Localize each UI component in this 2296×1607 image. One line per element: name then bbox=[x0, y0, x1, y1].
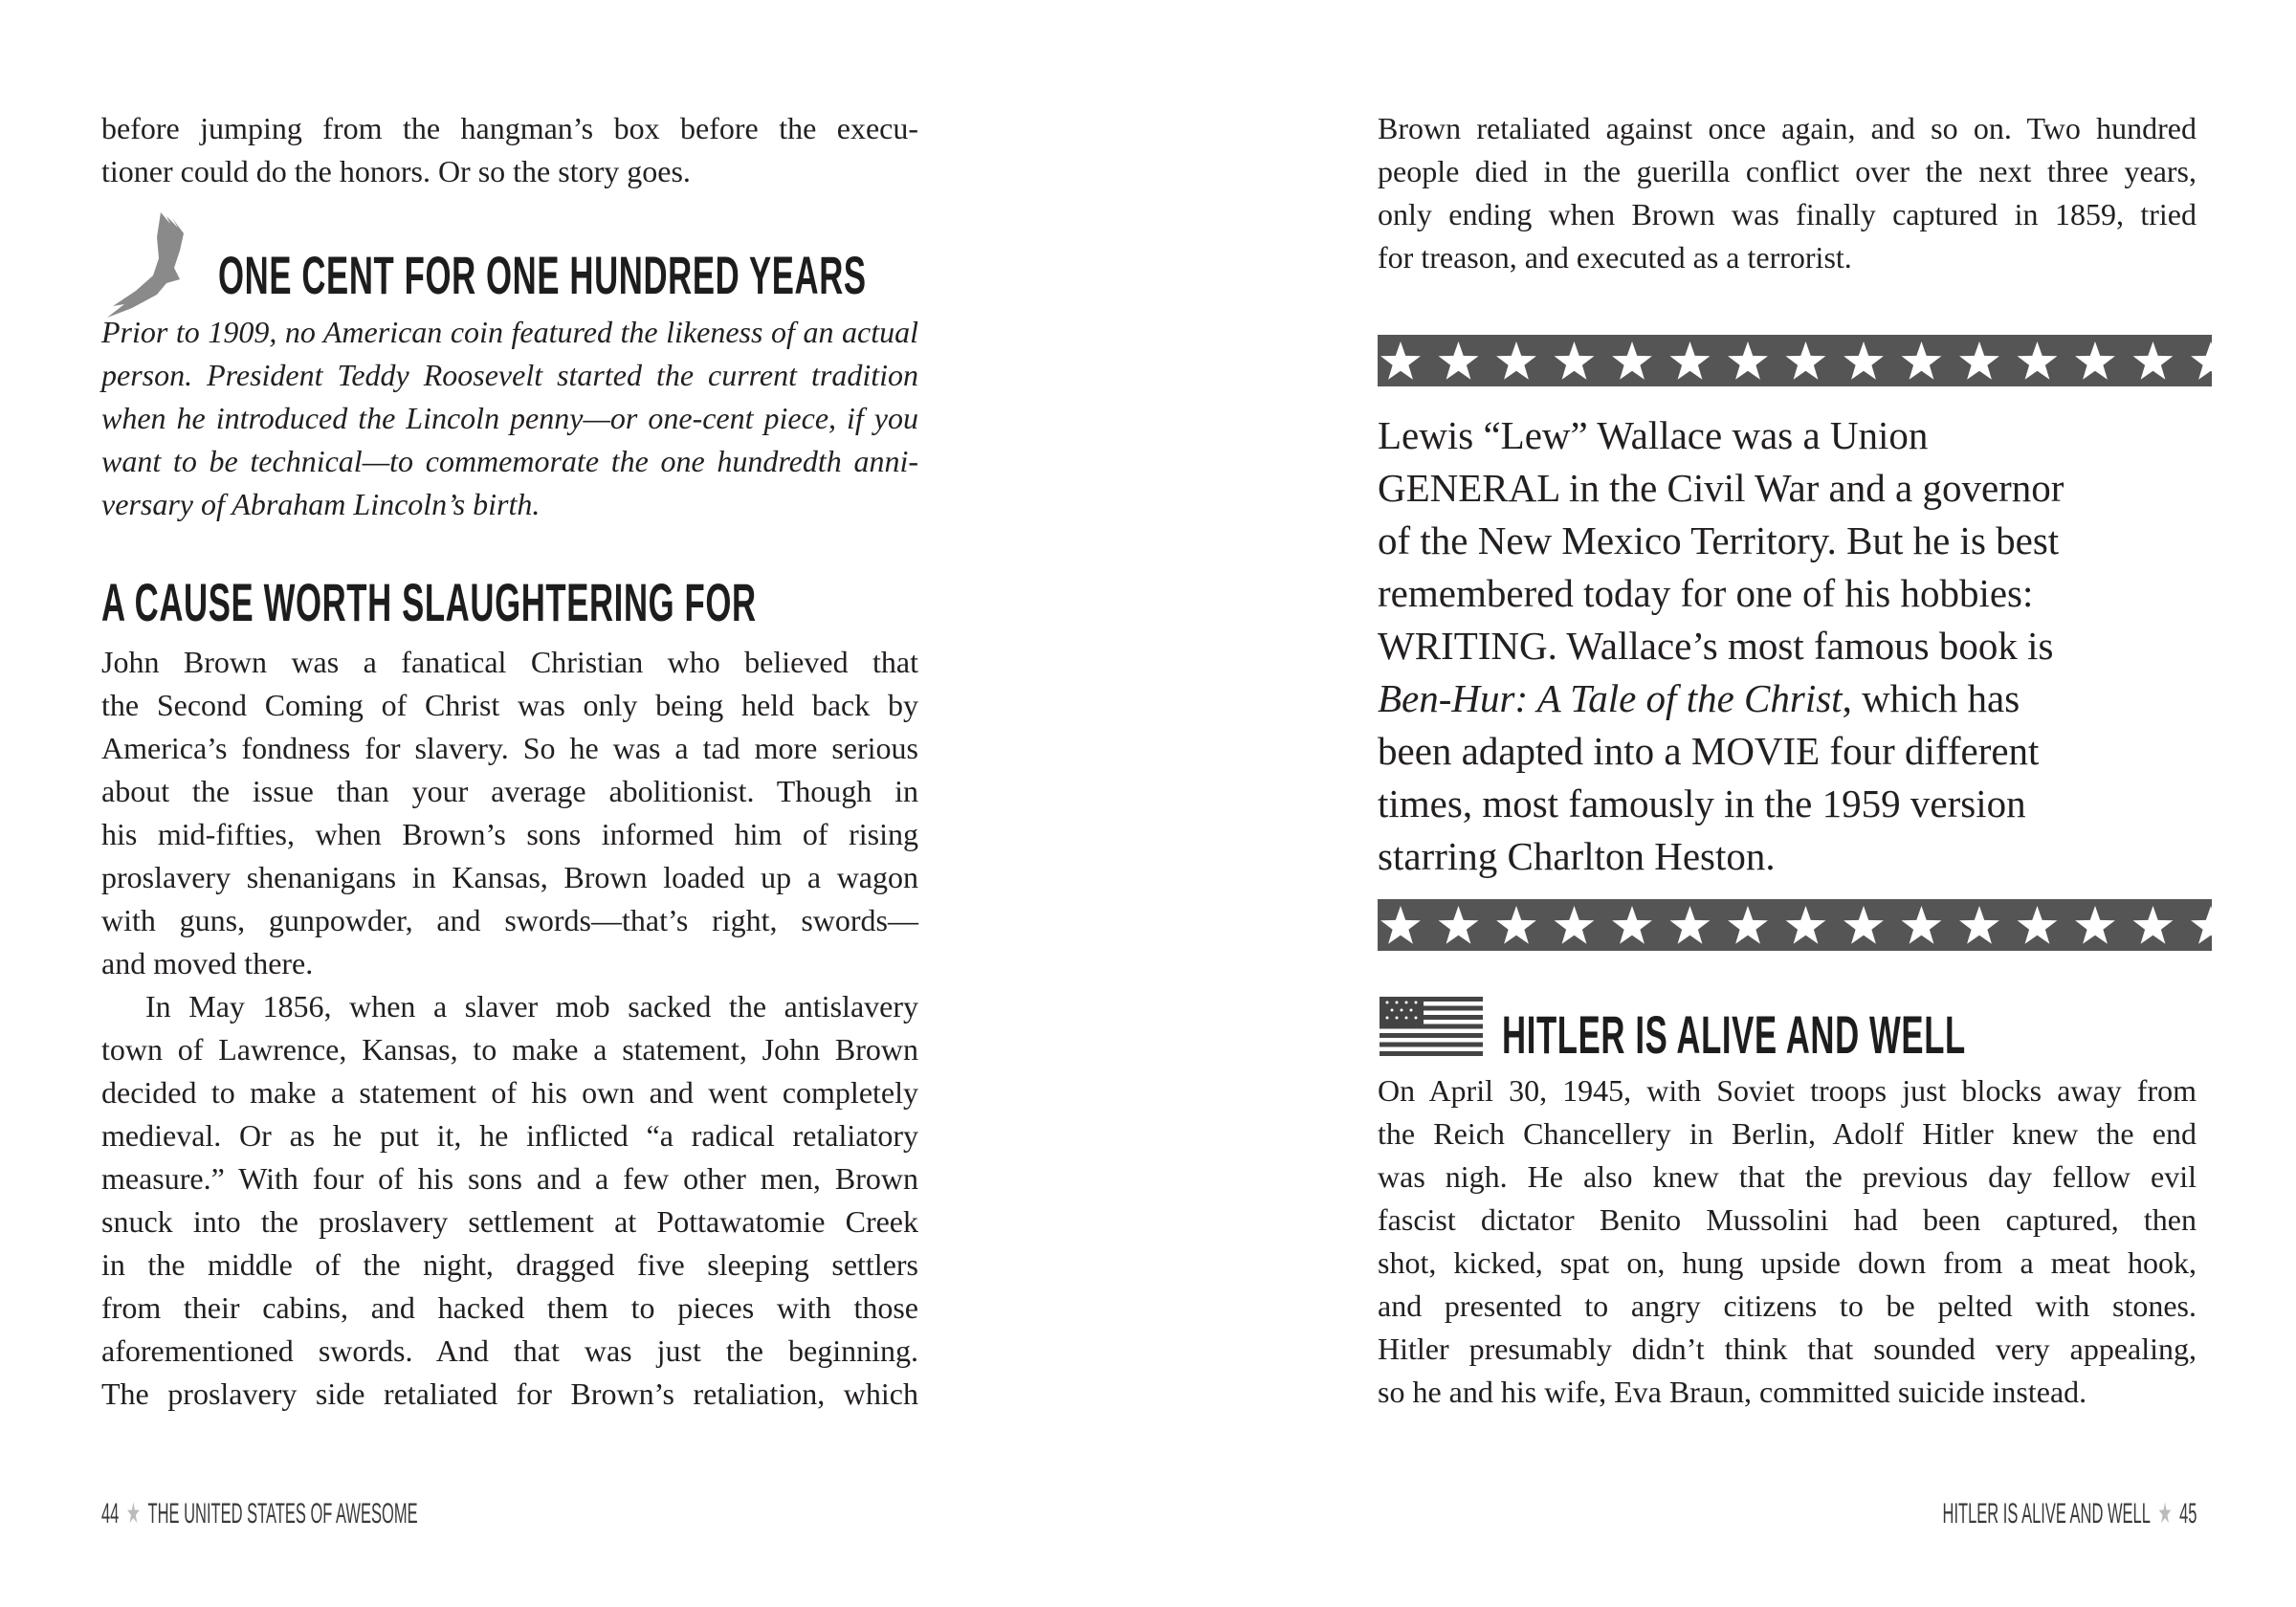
text-line: GENERAL in the Civil War and a governor bbox=[1378, 466, 2064, 510]
footer-left bbox=[101, 1497, 418, 1530]
john-brown-paragraph-2 bbox=[101, 985, 918, 1416]
text-line: been adapted into a MOVIE four different bbox=[1378, 729, 2040, 773]
text-line: WRITING. Wallace’s most famous book is bbox=[1378, 624, 2054, 668]
text-line: starring Charlton Heston. bbox=[1378, 834, 1776, 878]
section-heading-john-brown: A CAUSE WORTH SLAUGHTERING FOR bbox=[101, 572, 757, 632]
text-line: his mid-fifties, when Brown’s sons informed him of rising bbox=[101, 817, 918, 851]
text-line: only ending when Brown was finally captured in 1859, tried bbox=[1378, 197, 2197, 231]
text-line: when he introduced the Lincoln penny—or one-cent piece, if you bbox=[101, 401, 918, 435]
text-line: so he and his wife, Eva Braun, committed suicide instead. bbox=[1378, 1375, 2087, 1409]
text-line: Prior to 1909, no American coin featured the likeness of an actual bbox=[101, 315, 918, 349]
text-line: snuck into the proslavery settlement at Pottawatomie Creek bbox=[101, 1204, 918, 1239]
text-line: want to be technical—to commemorate the one hundredth anni- bbox=[101, 444, 918, 478]
text-line: America’s fondness for slavery. So he was a tad more serious bbox=[101, 731, 918, 765]
text-line: town of Lawrence, Kansas, to make a statement, John Brown bbox=[101, 1032, 918, 1067]
text-line: of the New Mexico Territory. But he is best bbox=[1378, 518, 2060, 562]
text-line: about the issue than your average abolitionist. Though in bbox=[101, 774, 918, 808]
hitler-paragraph bbox=[1378, 1069, 2197, 1414]
running-title: THE UNITED STATES OF AWESOME bbox=[147, 1498, 418, 1530]
page-number: 44 bbox=[101, 1498, 120, 1530]
text-line: tioner could do the honors. Or so the story goes. bbox=[101, 154, 691, 188]
section-heading-hitler: HITLER IS ALIVE AND WELL bbox=[1502, 1004, 1966, 1065]
callout-line bbox=[1378, 672, 2197, 725]
text-line: medieval. Or as he put it, he inflicted “a radical retaliatory bbox=[101, 1118, 918, 1153]
john-brown-paragraph-1 bbox=[101, 641, 918, 985]
text-line: shot, kicked, spat on, hung upside down from a meat hook, bbox=[1378, 1245, 2197, 1280]
text-line: the Reich Chancellery in Berlin, Adolf Hitler knew the end bbox=[1378, 1116, 2197, 1151]
page-number: 45 bbox=[2178, 1498, 2197, 1530]
eagle-icon bbox=[103, 212, 195, 318]
text-line: Hitler presumably didn’t think that sounded very appealing, bbox=[1378, 1332, 2197, 1366]
american-flag-icon bbox=[1380, 997, 1483, 1056]
sidebar-italic-paragraph bbox=[101, 311, 918, 526]
text-line: On April 30, 1945, with Soviet troops just blocks away from bbox=[1378, 1073, 2197, 1108]
text-line: and presented to angry citizens to be pelted with stones. bbox=[1378, 1288, 2197, 1323]
callout-lines bbox=[1378, 409, 2197, 672]
text-line: and moved there. bbox=[101, 946, 314, 980]
text-line: for treason, and executed as a terrorist. bbox=[1378, 240, 1852, 275]
book-title: Ben-Hur: A Tale of the Christ bbox=[1378, 676, 1843, 720]
text-line: people died in the guerilla conflict over the next three years, bbox=[1378, 154, 2197, 188]
callout-lines-after bbox=[1378, 725, 2197, 883]
intro-paragraph-right bbox=[1378, 107, 2197, 279]
text-line: in the middle of the night, dragged five sleeping settlers bbox=[101, 1247, 918, 1282]
text-line: decided to make a statement of his own and went completely bbox=[101, 1075, 918, 1110]
callout-text: , which has bbox=[1842, 676, 2020, 720]
star-icon: ★ bbox=[126, 1498, 141, 1530]
running-title: HITLER IS ALIVE AND WELL bbox=[1942, 1498, 2151, 1530]
text-line: proslavery shenanigans in Kansas, Brown loaded up a wagon bbox=[101, 860, 918, 894]
star-icon: ★ bbox=[2157, 1498, 2172, 1530]
star-divider-bottom bbox=[1378, 899, 2212, 951]
text-line: was nigh. He also knew that the previous day fellow evil bbox=[1378, 1159, 2197, 1194]
text-line: from their cabins, and hacked them to pieces with those bbox=[101, 1290, 918, 1325]
star-divider-top bbox=[1378, 335, 2212, 386]
text-line: versary of Abraham Lincoln’s birth. bbox=[101, 487, 541, 521]
text-line: In May 1856, when a slaver mob sacked the antislavery bbox=[145, 989, 918, 1024]
text-line: The proslavery side retaliated for Brown’s retaliation, which bbox=[101, 1376, 918, 1411]
text-line: remembered today for one of his hobbies: bbox=[1378, 571, 2034, 615]
footer-right bbox=[1942, 1497, 2197, 1530]
text-line: person. President Teddy Roosevelt started the current tradition bbox=[101, 358, 918, 392]
text-line: fascist dictator Benito Mussolini had been captured, then bbox=[1378, 1202, 2197, 1237]
text-line: Brown retaliated against once again, and so on. Two hundred bbox=[1378, 111, 2197, 145]
text-line: aforementioned swords. And that was just the beginning. bbox=[101, 1333, 918, 1368]
text-line: Lewis “Lew” Wallace was a Union bbox=[1378, 413, 1929, 457]
text-line: with guns, gunpowder, and swords—that’s right, swords— bbox=[101, 903, 918, 937]
text-line: John Brown was a fanatical Christian who believed that bbox=[101, 645, 918, 679]
text-line: times, most famously in the 1959 version bbox=[1378, 781, 2026, 826]
text-line: the Second Coming of Christ was only being held back by bbox=[101, 688, 918, 722]
intro-paragraph-left bbox=[101, 107, 918, 193]
sidebar-heading: ONE CENT FOR ONE HUNDRED YEARS bbox=[218, 245, 867, 305]
text-line: before jumping from the hangman’s box before the execu- bbox=[101, 111, 918, 145]
text-line: measure.” With four of his sons and a few other men, Brown bbox=[101, 1161, 918, 1196]
callout-box bbox=[1378, 409, 2197, 883]
